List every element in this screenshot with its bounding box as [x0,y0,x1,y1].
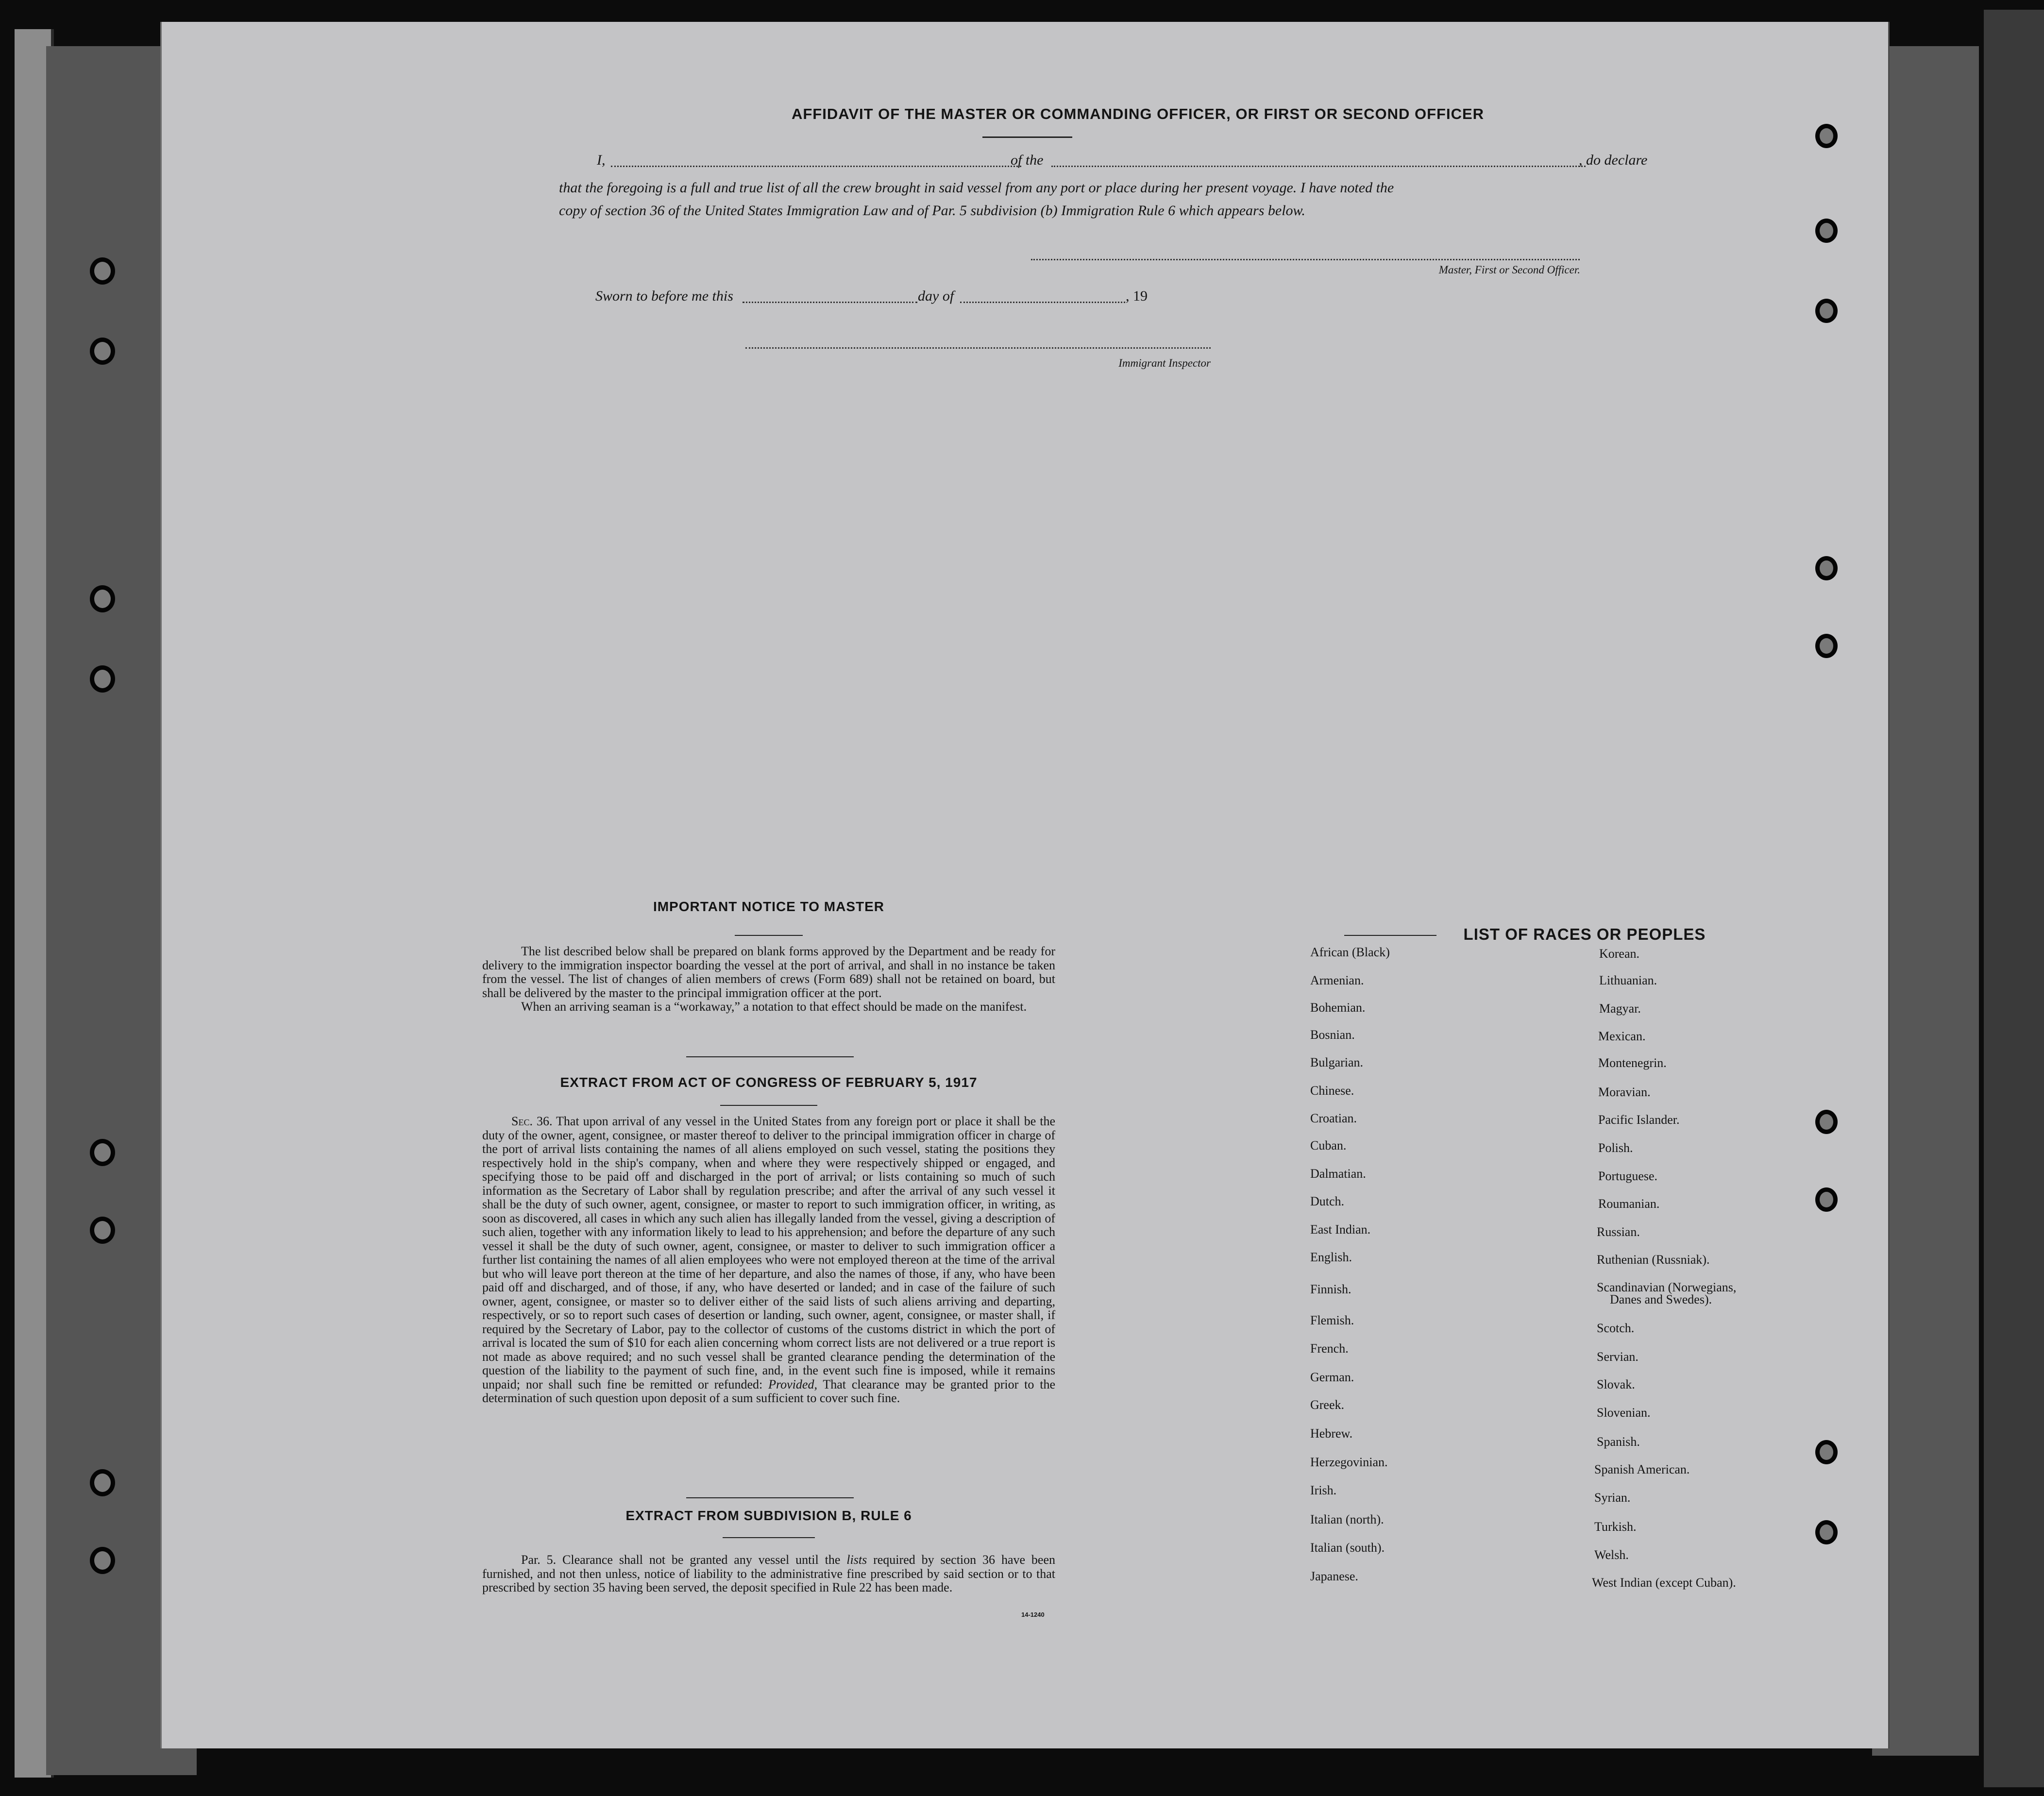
binder-hole [90,338,115,365]
race-item: Syrian. [1594,1491,1631,1505]
notice-rule [735,935,803,936]
race-item: Finnish. [1310,1282,1351,1296]
binder-hole [1815,1187,1838,1212]
sworn-text: Sworn to before me this [595,288,733,304]
form-number: 14-1240 [1021,1611,1045,1618]
race-item: Roumanian. [1598,1197,1660,1211]
binder-hole [90,1469,115,1496]
section-36-ending: That clearance may be granted prior to the determination of such question upon deposit of a sum sufficient to cover such fine. [482,1377,1055,1405]
rule-rule [723,1537,815,1538]
race-item: Dutch. [1310,1194,1345,1208]
race-item: Korean. [1599,947,1640,961]
race-item: Scotch. [1597,1321,1635,1335]
binder-hole [1815,219,1838,243]
race-item: Slovak. [1597,1377,1635,1391]
binder-hole [1815,124,1838,148]
binder-hole [1815,1440,1838,1464]
race-item: Hebrew. [1310,1426,1353,1440]
inspector-signature-blank[interactable] [745,347,1211,349]
race-item: Greek. [1310,1398,1345,1412]
rule-extract-title: EXTRACT FROM SUBDIVISION B, RULE 6 [625,1508,912,1523]
race-item: East Indian. [1310,1222,1371,1237]
affidavit-line2: that the foregoing is a full and true list of all the crew brought in said vessel from any port or place during her present voyage. I have noted the [559,180,1394,196]
race-item: Italian (south). [1310,1541,1385,1555]
binder-hole [90,585,115,612]
notice-paragraph-2: When an arriving seaman is a “workaway,” a notation to that effect should be made on the manifest. [521,1000,1027,1014]
vessel-name-blank[interactable] [1051,166,1586,167]
binder-hole [90,1547,115,1574]
race-item: Armenian. [1310,973,1364,987]
title-rule [982,136,1072,138]
races-title: LIST OF RACES OR PEOPLES [1463,925,1706,943]
race-item: Flemish. [1310,1313,1354,1327]
sworn-day-of: day of [918,288,954,304]
race-item: French. [1310,1341,1349,1355]
race-item: Lithuanian. [1599,973,1657,987]
race-item: Turkish. [1594,1520,1637,1534]
section-divider [686,1497,854,1498]
race-item: Polish. [1598,1141,1633,1155]
sworn-month-blank[interactable] [960,302,1125,303]
inspector-label: Immigrant Inspector [1118,357,1211,369]
race-item: Welsh. [1594,1548,1629,1562]
section-divider [686,1056,854,1057]
race-item: Montenegrin. [1598,1056,1667,1070]
race-item: English. [1310,1250,1352,1264]
act-extract-title: EXTRACT FROM ACT OF CONGRESS OF FEBRUARY 5, 1917 [560,1075,978,1090]
signature-label: Master, First or Second Officer. [1438,264,1580,276]
sworn-day-blank[interactable] [743,302,917,303]
provided-word: Provided, [768,1377,817,1391]
race-item: German. [1310,1370,1354,1384]
binder-hole [90,665,115,693]
affidavit-i: I, [597,152,606,168]
section-36-body: That upon arrival of any vessel in the United States from any foreign port or place it shall be the duty of the owner, agent, consignee, or master thereof to deliver to the principal immigration officer in charge of the port of arrival lists containing the names of all aliens employed on such vessel, stating the positions they respectively hold in the ship's company, when and where they were respectively shipped or engaged, and specifying those to be paid off and discharged in the port of arrival; or lists containing so much of such information as the Secretary of Labor shall by regulation prescribe; and after the arrival of any such vessel it shall be the duty of such owner, agent, consignee, or master to report to such immigration officer, in writing, as soon as discovered, all cases in which any such alien has illegally landed from the vessel, giving a description of such alien, together with any information likely to lead to his apprehension; and before the departure of any such vessel it shall be the duty of such owner, agent, consignee, or master to deliver to such immigration officer a further list containing the names of all alien employees who were not employed thereon at the time of the arrival but who will leave port thereon at the time of her departure, and also the names of those, if any, who have been paid off and discharged, and of those, if any, who have deserted or landed; and in case of the failure of such owner, agent, consignee, or master so to deliver either of the said lists of such aliens arriving and departing, respectively, or so to report such cases of desertion or landing, such owner, agent, consignee, or master shall, if required by the Secretary of Labor, pay to the collector of customs of the customs district in which the port of arrival is located the sum of $10 for each alien concerning whom correct lists are not delivered or a true report is not made as above required; and no such vessel shall be granted clearance pending the determination of the question of the liability to the payment of such fine, and, in the event such fine is imposed, while it remains unpaid; nor shall such fine be remitted or refunded: [482,1114,1056,1391]
affidavit-title: AFFIDAVIT OF THE MASTER OR COMMANDING OFFICER, OR FIRST OR SECOND OFFICER [791,105,1485,122]
section-label: Sec. 36. [511,1114,553,1128]
binder-hole [90,1217,115,1244]
race-item: West Indian (except Cuban). [1592,1576,1736,1590]
race-item: Croatian. [1310,1111,1357,1125]
affidavit-line3: copy of section 36 of the United States Immigration Law and of Par. 5 subdivision (b) Immigration Rule 6 which appears below. [559,203,1305,219]
race-item: Bohemian. [1310,1000,1366,1015]
race-item: Dalmatian. [1310,1167,1366,1181]
binder-hole [1815,299,1838,323]
section-36-text [482,1115,1055,1406]
race-item: Herzegovinian. [1310,1455,1388,1469]
race-item: Japanese. [1310,1569,1358,1583]
officer-signature-blank[interactable] [1031,259,1580,260]
act-extract-body [482,1115,1055,1406]
race-item: Scandinavian (Norwegians, [1597,1280,1737,1294]
sworn-year: , 19 [1126,288,1148,304]
notice-paragraph-1: The list described below shall be prepared on blank forms approved by the Department and be ready for delivery to the immigration inspector boarding the vessel at the port of arrival, and shall in no instance be taken from the vessel. The list of changes of alien members of crews (Form 689) shall not be retained on board, but shall be delivered by the master to the principal immigration officer at the port. [482,944,1055,1000]
race-item: Cuban. [1310,1138,1347,1152]
race-item: Moravian. [1598,1085,1651,1099]
scanner-right-edge [1984,10,2044,1787]
rule-extract-body [482,1553,1055,1595]
notice-body [482,945,1055,1014]
race-item: Irish. [1310,1483,1337,1497]
notice-title: IMPORTANT NOTICE TO MASTER [653,899,885,914]
binder-hole [1815,634,1838,658]
race-item: Spanish. [1597,1435,1640,1449]
race-item: Servian. [1597,1350,1639,1364]
race-item: Portuguese. [1598,1169,1658,1183]
race-item: Chinese. [1310,1084,1354,1098]
race-item: Danes and Swedes). [1610,1292,1712,1306]
lists-word: lists [846,1553,867,1567]
affidavit-of-the: of the [1011,152,1044,168]
race-item: Spanish American. [1594,1462,1690,1476]
affidavit-declare: , do declare [1579,152,1648,168]
binder-hole [90,1139,115,1166]
binder-hole [1815,1110,1838,1134]
officer-name-blank[interactable] [611,166,1021,167]
race-item: Mexican. [1598,1029,1646,1043]
act-rule [720,1105,817,1106]
binder-hole [90,257,115,285]
races-rule [1344,935,1436,936]
par-5-start: Par. 5. Clearance shall not be granted any vessel until the [521,1553,841,1567]
race-item: Bulgarian. [1310,1055,1364,1069]
par-5-end: required by section 36 have been furnished, and not then unless, notice of liability to the administrative fine prescribed by said section or to that prescribed by section 35 having been served, the deposit specified in Rule 22 has been made. [482,1553,1055,1594]
race-item: Pacific Islander. [1598,1113,1680,1127]
race-item: Magyar. [1599,1001,1641,1016]
race-item: Ruthenian (Russniak). [1597,1253,1710,1267]
race-item: Slovenian. [1597,1406,1651,1420]
race-item: Russian. [1597,1225,1640,1239]
race-item: Bosnian. [1310,1028,1355,1042]
race-item: Italian (north). [1310,1512,1384,1526]
binder-hole [1815,556,1838,580]
document-page [160,22,1890,1748]
par-5-text [482,1553,1055,1595]
race-item: African (Black) [1310,945,1390,959]
binder-hole [1815,1520,1838,1544]
